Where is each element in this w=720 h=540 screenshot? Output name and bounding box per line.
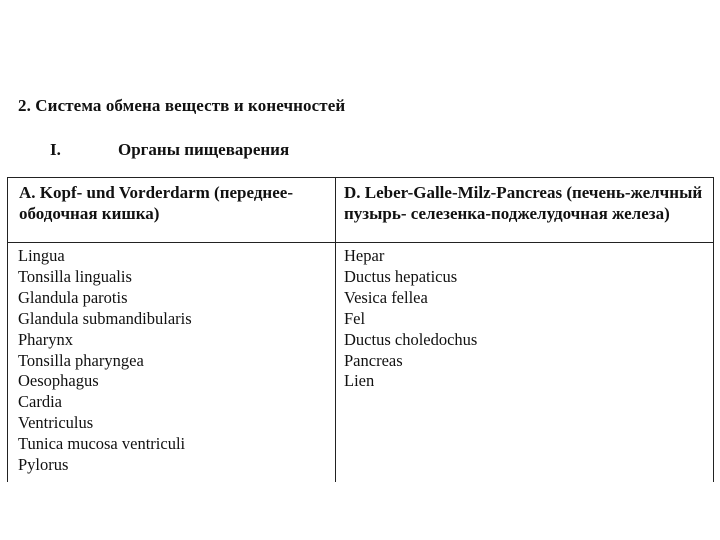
- list-item: Ventriculus: [18, 413, 94, 433]
- list-item: Pylorus: [18, 455, 69, 475]
- section-title: Органы пищеварения: [118, 140, 290, 159]
- list-item: Pharynx: [18, 329, 73, 349]
- list-item: Lingua: [18, 246, 65, 265]
- list-item: Oesophagus: [18, 371, 99, 391]
- digestive-organs-table: [7, 177, 714, 482]
- table-column-d: [336, 178, 714, 482]
- table-header-cell: [336, 178, 713, 243]
- column-a-header: A. Kopf- und Vorderdarm (переднее-ободочная кишка): [19, 183, 293, 223]
- list-item: Ductus choledochus: [344, 329, 478, 349]
- table-header-cell: [8, 178, 335, 243]
- list-item: Cardia: [18, 392, 62, 412]
- list-item: Glandula parotis: [18, 287, 128, 307]
- list-item: Tonsilla pharyngea: [18, 350, 144, 370]
- list-item: Ductus hepaticus: [344, 266, 458, 286]
- column-d-list: [344, 246, 709, 392]
- list-item: Vesica fellea: [344, 287, 428, 307]
- column-d-header: D. Leber-Galle-Milz-Pancreas (печень-желчный пузырь- селезенка-поджелудочная железа): [344, 183, 703, 223]
- list-item: Pancreas: [344, 350, 403, 370]
- section-number: I.: [50, 140, 61, 159]
- page-heading: 2. Система обмена веществ и конечностей: [18, 96, 346, 115]
- list-item: Tonsilla lingualis: [18, 266, 132, 286]
- list-item: Glandula submandibularis: [18, 308, 192, 328]
- list-item: Lien: [344, 371, 375, 391]
- list-item: Hepar: [344, 246, 385, 265]
- table-column-a: [8, 178, 336, 482]
- list-item: Fel: [344, 308, 366, 328]
- column-a-list: [18, 246, 331, 476]
- list-item: Tunica mucosa ventriculi: [18, 434, 186, 454]
